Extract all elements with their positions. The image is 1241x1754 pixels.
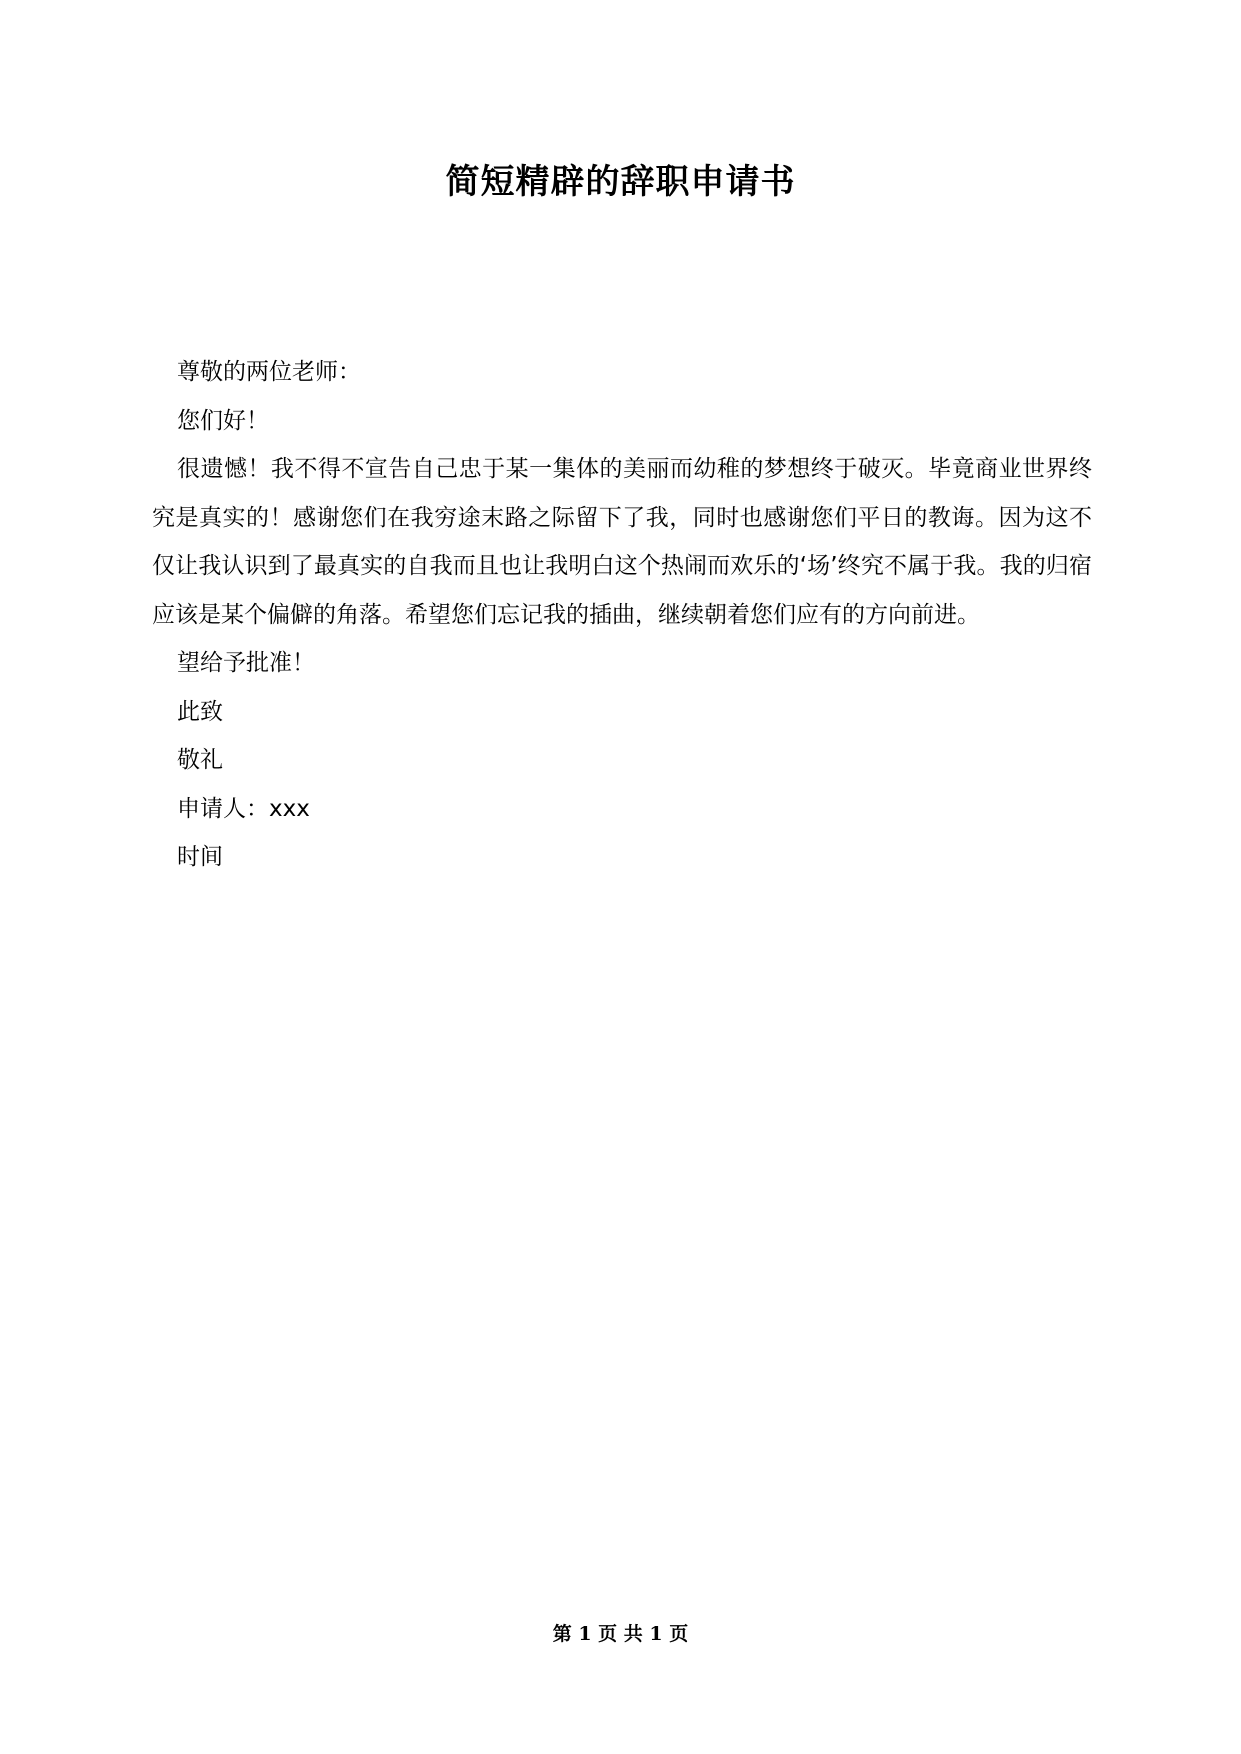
applicant-line: 申请人：xxx [177, 795, 310, 822]
page-footer: 第 1 页 共 1 页 [552, 1623, 689, 1645]
document-body [152, 348, 1092, 882]
closing-line: 此致 [177, 698, 223, 725]
salutation: 尊敬的两位老师： [177, 359, 361, 385]
greeting: 您们好！ [177, 407, 269, 434]
date-line: 时间 [177, 844, 223, 870]
request-line: 望给予批准！ [177, 650, 315, 676]
regards-line: 敬礼 [177, 747, 223, 773]
document-title: 简短精辟的辞职申请书 [445, 162, 796, 202]
main-paragraph: 很遗憾！我不得不宣告自己忠于某一集体的美丽而幼稚的梦想终于破灭。毕竟商业世界终究是真实的！感谢您们在我穷途末路之际留下了我，同时也感谢您们平日的教诲。因为这不仅让我认识到了最真实的自我而且也让我明白这个热闹而欢乐的‘场’终究不属于我。我的归宿应该是某个偏僻的角落。希望您们忘记我的插曲，继续朝着您们应有的方向前进。 [152, 456, 1092, 628]
